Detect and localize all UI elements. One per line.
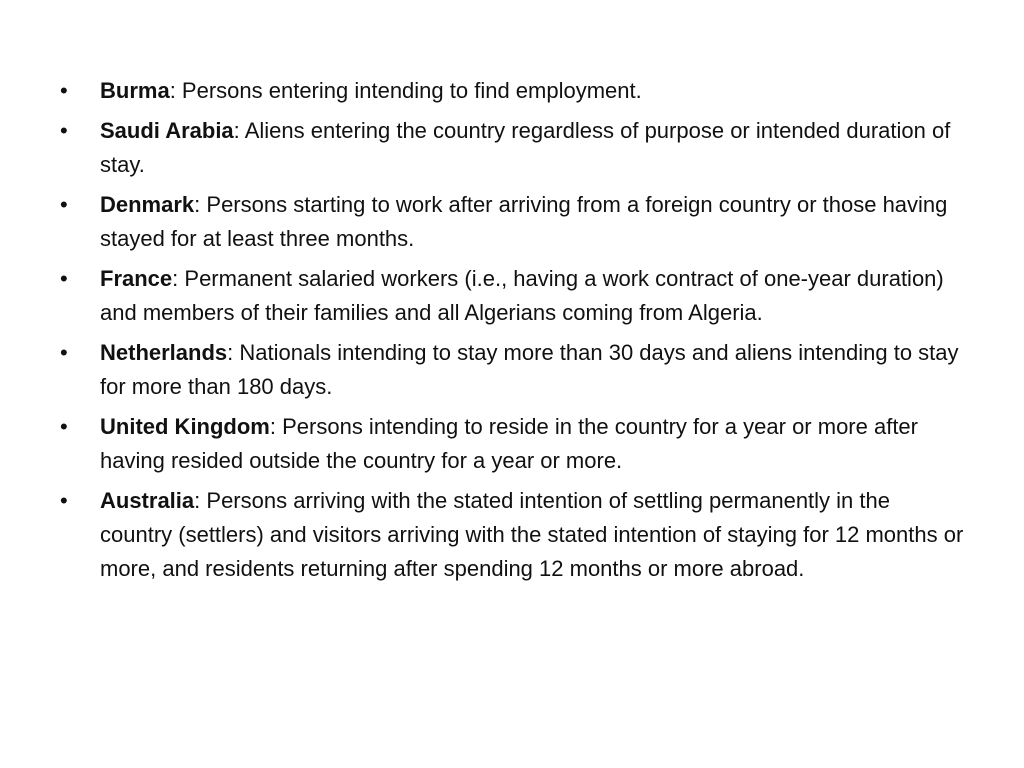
separator: : — [269, 414, 283, 439]
country-name: Netherlands — [100, 340, 228, 365]
list-item-netherlands — [60, 336, 964, 404]
separator: : — [194, 192, 207, 217]
country-name: Saudi Arabia — [100, 118, 234, 143]
list-item-france — [60, 262, 964, 330]
country-name: France — [100, 266, 173, 291]
list-item-saudi-arabia — [60, 114, 964, 182]
definitions-list — [60, 74, 964, 586]
list-item-united-kingdom — [60, 410, 964, 478]
list-item-australia — [60, 484, 964, 586]
list-item-burma — [60, 74, 964, 108]
bullet-icon: • — [60, 118, 68, 143]
bullet-icon: • — [60, 192, 68, 217]
definition-text: Persons intending to reside in the country for a year or more after having resided outside the country for a year or more. — [100, 414, 918, 473]
separator: : — [169, 78, 182, 103]
country-name: United Kingdom — [100, 414, 270, 439]
separator: : — [227, 340, 240, 365]
separator: : — [233, 118, 245, 143]
list-item-denmark — [60, 188, 964, 256]
definition-text: Permanent salaried workers (i.e., having a work contract of one-year duration) and members of their families and all Algerians coming from Algeria. — [100, 266, 944, 325]
definition-text: Persons starting to work after arriving from a foreign country or those having stayed for at least three months. — [100, 192, 948, 251]
definition-text: Persons arriving with the stated intention of settling permanently in the country (settlers) and visitors arriving with the stated intention of staying for 12 months or more, and residents returning after spending 12 months or more abroad. — [100, 488, 964, 581]
bullet-icon: • — [60, 488, 68, 513]
separator: : — [172, 266, 185, 291]
definition-text: Aliens entering the country regardless of purpose or intended duration of stay. — [100, 118, 951, 177]
country-name: Australia — [100, 488, 195, 513]
bullet-icon: • — [60, 78, 68, 103]
definition-text: Nationals intending to stay more than 30 days and aliens intending to stay for more than 180 days. — [100, 340, 959, 399]
country-name: Denmark — [100, 192, 195, 217]
bullet-icon: • — [60, 340, 68, 365]
bullet-icon: • — [60, 266, 68, 291]
bullet-icon: • — [60, 414, 68, 439]
country-name: Burma — [100, 78, 170, 103]
separator: : — [194, 488, 207, 513]
definition-text: Persons entering intending to find employment. — [181, 78, 642, 103]
